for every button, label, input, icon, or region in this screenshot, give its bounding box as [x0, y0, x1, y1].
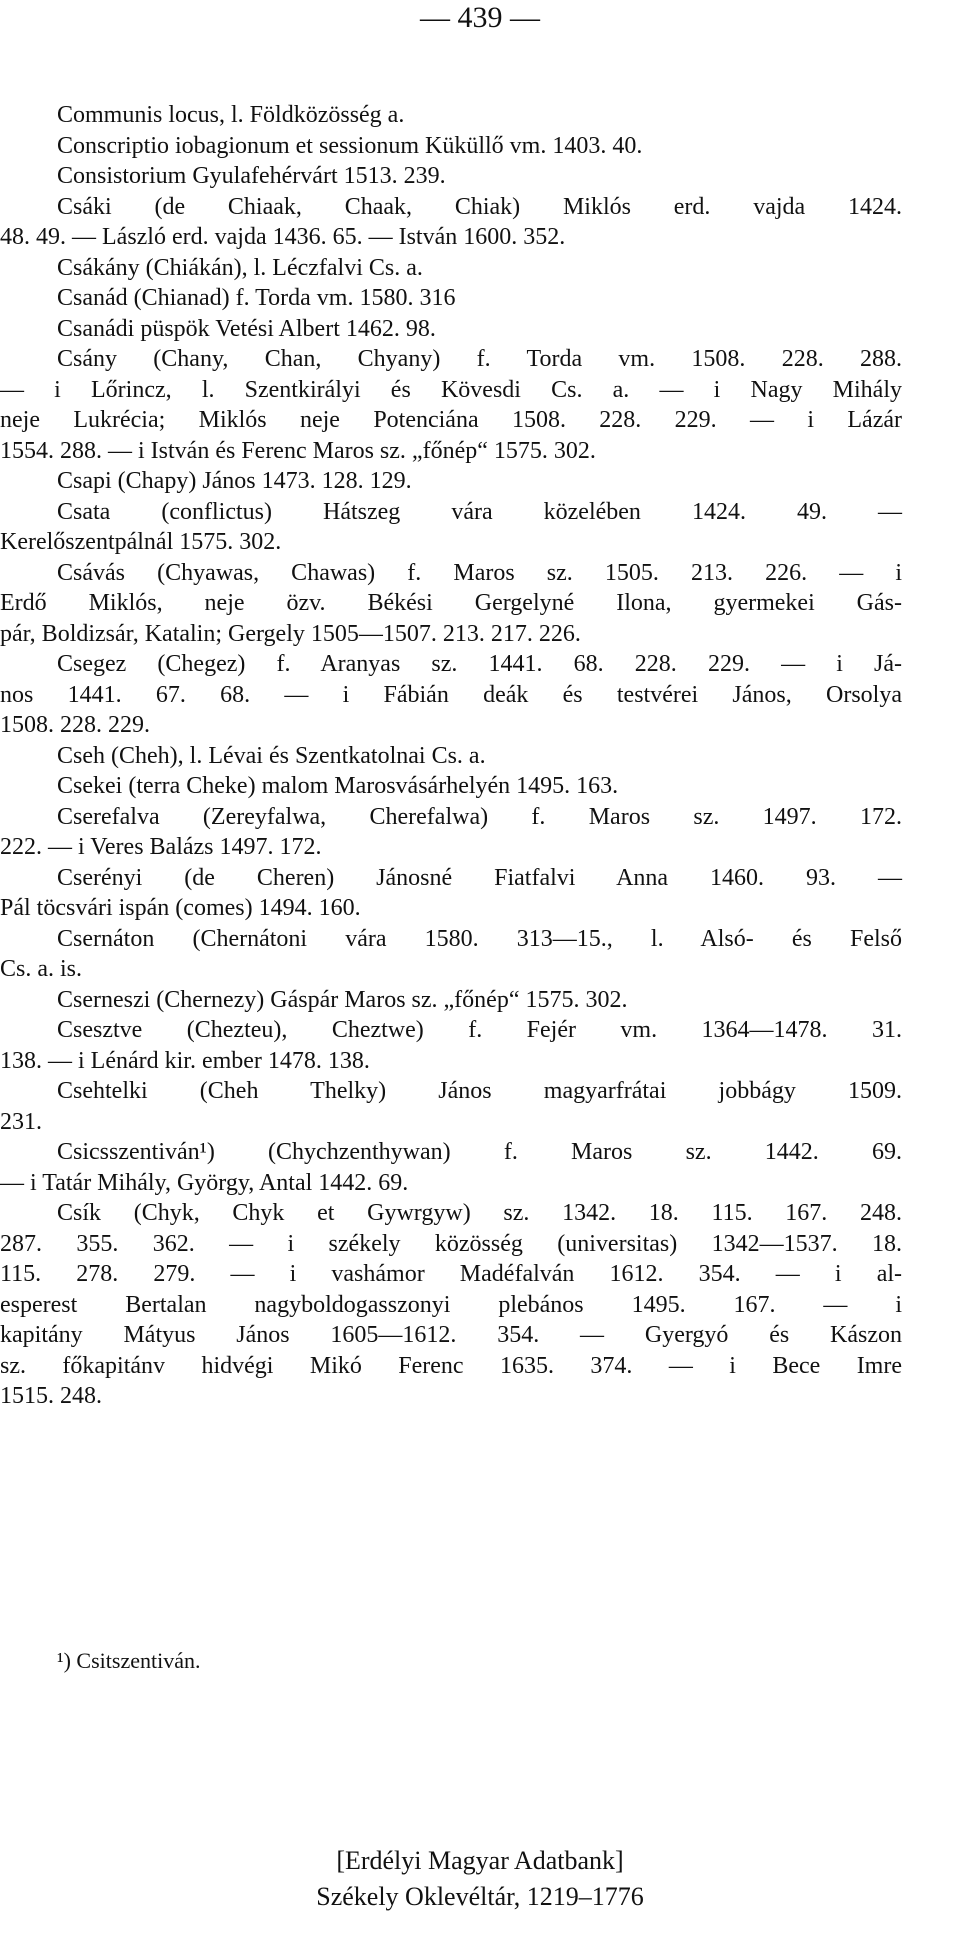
- index-entry-continuation: 138. — i Lénárd kir. ember 1478. 138.: [0, 1047, 370, 1074]
- index-entry-continuation: 1554. 288. — i István és Ferenc Maros sz. „főnép“ 1575. 302.: [0, 437, 596, 464]
- index-entry-line: Consistorium Gyulafehérvárt 1513. 239.: [57, 163, 446, 189]
- index-entry-line: Cserneszi (Chernezy) Gáspár Maros sz. „főnép“ 1575. 302.: [57, 986, 628, 1013]
- index-entries: [0, 100, 959, 1412]
- index-entry-continuation: Pál töcsvári ispán (comes) 1494. 160.: [0, 895, 361, 921]
- index-entry-line: Cseh (Cheh), l. Lévai és Szentkatolnai Cs. a.: [57, 742, 486, 769]
- index-entry-continuation: 231.: [0, 1108, 42, 1135]
- index-entry-line: Csány (Chany, Chan, Chyany) f. Torda vm. 1508. 228. 288.: [57, 346, 902, 372]
- index-entry-line: Csesztve (Chezteu), Cheztwe) f. Fejér vm. 1364—1478. 31.: [57, 1017, 902, 1043]
- index-entry-line: Csík (Chyk, Chyk et Gywrgyw) sz. 1342. 18. 115. 167. 248.: [57, 1200, 902, 1226]
- footer-title: Székely Oklevéltár, 1219–1776: [316, 1882, 644, 1911]
- index-entry-continuation: sz. főkapitánv hidvégi Mikó Ferenc 1635. 374. — i Bece Imre: [0, 1352, 902, 1379]
- index-entry-line: Communis locus, l. Földközösség a.: [57, 102, 405, 128]
- index-entry-continuation: 115. 278. 279. — i vashámor Madéfalván 1612. 354. — i al-: [0, 1261, 902, 1287]
- index-entry-continuation: 287. 355. 362. — i székely közösség (universitas) 1342—1537. 18.: [0, 1230, 902, 1257]
- footer-source: [Erdélyi Magyar Adatbank]: [336, 1846, 624, 1875]
- index-entry-continuation: Erdő Miklós, neje özv. Békési Gergelyné Ilona, gyermekei Gás-: [0, 590, 902, 616]
- index-entry-continuation: 48. 49. — László erd. vajda 1436. 65. — István 1600. 352.: [0, 224, 566, 250]
- index-entry-line: Csicsszentiván¹) (Chychzenthywan) f. Maros sz. 1442. 69.: [57, 1139, 902, 1165]
- index-entry-line: Cserefalva (Zereyfalwa, Cherefalwa) f. Maros sz. 1497. 172.: [57, 803, 902, 830]
- index-entry-continuation: Kerelőszentpálnál 1575. 302.: [0, 529, 282, 555]
- index-entry-line: Csata (conflictus) Hátszeg vára közelében 1424. 49. —: [57, 498, 902, 525]
- index-entry-continuation: — i Tatár Mihály, György, Antal 1442. 69.: [0, 1169, 409, 1196]
- index-entry-line: Csávás (Chyawas, Chawas) f. Maros sz. 1505. 213. 226. — i: [57, 559, 902, 586]
- index-entry-line: Csernáton (Chernátoni vára 1580. 313—15., l. Alsó- és Felső: [57, 925, 902, 952]
- index-entry-line: Csákány (Chiákán), l. Léczfalvi Cs. a.: [57, 254, 423, 281]
- index-entry-line: Csehtelki (Cheh Thelky) János magyarfrátai jobbágy 1509.: [57, 1078, 902, 1104]
- index-entry-continuation: neje Lukrécia; Miklós neje Potenciána 1508. 228. 229. — i Lázár: [0, 407, 902, 433]
- index-entry-continuation: Cs. a. is.: [0, 956, 83, 982]
- index-entry-line: Csáki (de Chiaak, Chaak, Chiak) Miklós erd. vajda 1424.: [57, 193, 902, 220]
- index-entry-continuation: 1508. 228. 229.: [0, 712, 150, 738]
- index-entry-line: Csanád (Chianad) f. Torda vm. 1580. 316: [57, 285, 456, 311]
- page-number: — 439 —: [420, 1, 540, 34]
- index-entry-continuation: nos 1441. 67. 68. — i Fábián deák és testvérei János, Orsolya: [0, 681, 902, 708]
- index-entry-continuation: — i Lőrincz, l. Szentkirályi és Kövesdi Cs. a. — i Nagy Mihály: [0, 376, 902, 403]
- index-entry-line: Cserényi (de Cheren) Jánosné Fiatfalvi Anna 1460. 93. —: [57, 864, 902, 891]
- index-entry-continuation: 1515. 248.: [0, 1383, 102, 1409]
- index-entry-line: Csapi (Chapy) János 1473. 128. 129.: [57, 468, 412, 494]
- page-footer: [0, 1843, 960, 1915]
- index-entry-line: Csekei (terra Cheke) malom Marosvásárhelyén 1495. 163.: [57, 773, 619, 799]
- footnote: ¹) Csitszentiván.: [57, 1648, 201, 1673]
- index-entry-line: Csegez (Chegez) f. Aranyas sz. 1441. 68. 228. 229. — i Já-: [57, 651, 902, 677]
- index-entry-line: Csanádi püspök Vetési Albert 1462. 98.: [57, 315, 436, 342]
- index-entry-line: Conscriptio iobagionum et sessionum Küküllő vm. 1403. 40.: [57, 132, 643, 159]
- index-entry-continuation: esperest Bertalan nagyboldogasszonyi plebános 1495. 167. — i: [0, 1291, 902, 1318]
- index-entry-continuation: 222. — i Veres Balázs 1497. 172.: [0, 834, 322, 860]
- index-entry-continuation: kapitány Mátyus János 1605—1612. 354. — Gyergyó és Kászon: [0, 1322, 902, 1348]
- index-entry-continuation: pár, Boldizsár, Katalin; Gergely 1505—1507. 213. 217. 226.: [0, 620, 581, 647]
